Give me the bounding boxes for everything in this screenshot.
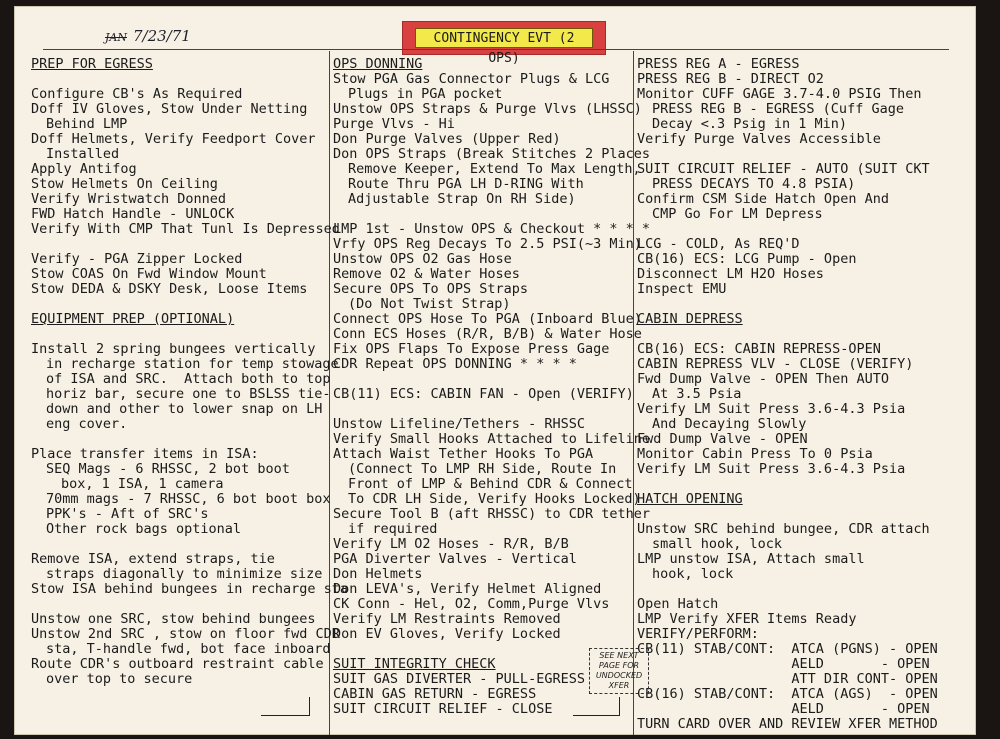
- checklist-line: (Do Not Twist Strap): [348, 296, 511, 312]
- checklist-line: Disconnect LM H2O Hoses: [637, 266, 824, 282]
- section-heading: CABIN DEPRESS: [637, 311, 743, 327]
- section-heading: OPS DONNING: [333, 56, 423, 72]
- section-heading: PREP FOR EGRESS: [31, 56, 153, 72]
- checklist-line: Front of LMP & Behind CDR & Connect: [348, 476, 633, 492]
- checklist-line: straps diagonally to minimize size: [46, 566, 323, 582]
- spacer: [31, 432, 348, 447]
- checklist-line: Monitor CUFF GAGE 3.7-4.0 PSIG Then: [637, 86, 922, 102]
- checklist-line: Installed: [46, 146, 120, 162]
- checklist-line: CB(16) ECS: CABIN REPRESS-OPEN: [637, 341, 881, 357]
- spacer: [31, 327, 348, 342]
- spacer: [637, 147, 938, 162]
- checklist-line: Secure OPS To OPS Straps: [333, 281, 529, 297]
- checklist-line: Verify Small Hooks Attached to Lifeline: [333, 431, 650, 447]
- checklist-line: CABIN REPRESS VLV - CLOSE (VERIFY): [637, 356, 914, 372]
- checklist-line: SUIT CIRCUIT RELIEF - CLOSE: [333, 701, 553, 717]
- checklist-line: Route Thru PGA LH D-RING With: [348, 176, 584, 192]
- checklist-line: Verify - PGA Zipper Locked: [31, 251, 243, 267]
- checklist-line: Stow PGA Gas Connector Plugs & LCG: [333, 71, 610, 87]
- checklist-line: CABIN GAS RETURN - EGRESS: [333, 686, 537, 702]
- section-heading: SUIT INTEGRITY CHECK: [333, 656, 496, 672]
- spacer: [333, 402, 650, 417]
- checklist-line: Place transfer items in ISA:: [31, 446, 259, 462]
- checklist-line: (Connect To LMP RH Side, Route In: [348, 461, 617, 477]
- checklist-line: Verify Purge Valves Accessible: [637, 131, 881, 147]
- checklist-line: Attach Waist Tether Hooks To PGA: [333, 446, 594, 462]
- spacer: [31, 237, 348, 252]
- checklist-line: Behind LMP: [46, 116, 128, 132]
- column-press-reg: [637, 57, 938, 732]
- checklist-line: TURN CARD OVER AND REVIEW XFER METHOD: [637, 716, 938, 732]
- checklist-line: Doff Helmets, Verify Feedport Cover: [31, 131, 316, 147]
- checklist-line: Stow DEDA & DSKY Desk, Loose Items: [31, 281, 308, 297]
- checklist-line: Secure Tool B (aft RHSSC) to CDR tether: [333, 506, 650, 522]
- checklist-line: At 3.5 Psia: [652, 386, 742, 402]
- checklist-line: Plugs in PGA pocket: [348, 86, 503, 102]
- checklist-line: Monitor Cabin Press To 0 Psia: [637, 446, 873, 462]
- checklist-line: Unstow SRC behind bungee, CDR attach: [637, 521, 930, 537]
- checklist-line: Unstow 2nd SRC , stow on floor fwd CDR: [31, 626, 340, 642]
- checklist-line: Verify LM Suit Press 3.6-4.3 Psia: [637, 461, 906, 477]
- checklist-line: Install 2 spring bungees vertically: [31, 341, 316, 357]
- column-ops-donning: [333, 57, 650, 717]
- checklist-line: And Decaying Slowly: [652, 416, 807, 432]
- checklist-line: SEQ Mags - 6 RHSSC, 2 bot boot: [46, 461, 290, 477]
- spacer: [333, 372, 650, 387]
- checklist-line: 70mm mags - 7 RHSSC, 6 bot boot box: [46, 491, 331, 507]
- checklist-line: AELD - OPEN: [637, 656, 930, 672]
- continue-arrow-1: [261, 697, 310, 716]
- checklist-line: Verify Wristwatch Donned: [31, 191, 227, 207]
- checklist-line: Unstow Lifeline/Tethers - RHSSC: [333, 416, 585, 432]
- checklist-line: Stow Helmets On Ceiling: [31, 176, 218, 192]
- checklist-line: PRESS REG A - EGRESS: [637, 56, 800, 72]
- checklist-line: Remove ISA, extend straps, tie: [31, 551, 275, 567]
- checklist-line: Doff IV Gloves, Stow Under Netting: [31, 101, 308, 117]
- checklist-line: small hook, lock: [652, 536, 783, 552]
- spacer: [637, 222, 938, 237]
- checklist-line: eng cover.: [46, 416, 128, 432]
- checklist-line: Unstow one SRC, stow behind bungees: [31, 611, 316, 627]
- spacer: [637, 297, 938, 312]
- checklist-line: Don OPS Straps (Break Stitches 2 Places: [333, 146, 650, 162]
- checklist-line: Purge Vlvs - Hi: [333, 116, 455, 132]
- checklist-line: over top to secure: [46, 671, 193, 687]
- checklist-line: PRESS REG B - EGRESS (Cuff Gage: [652, 101, 904, 117]
- checklist-line: in recharge station for temp stowage: [46, 356, 339, 372]
- checklist-line: Don Helmets: [333, 566, 423, 582]
- checklist-line: if required: [348, 521, 438, 537]
- checklist-line: SUIT CIRCUIT RELIEF - AUTO (SUIT CKT: [637, 161, 930, 177]
- handwritten-strike: JAN: [105, 31, 127, 44]
- checklist-line: VERIFY/PERFORM:: [637, 626, 759, 642]
- spacer: [333, 207, 650, 222]
- checklist-line: LMP 1st - Unstow OPS & Checkout * * * *: [333, 221, 650, 237]
- checklist-line: Unstow OPS Straps & Purge Vlvs (LHSSC): [333, 101, 642, 117]
- checklist-line: Vrfy OPS Reg Decays To 2.5 PSI(~3 Min): [333, 236, 642, 252]
- checklist-line: Verify With CMP That Tunl Is Depressed: [31, 221, 340, 237]
- checklist-line: Stow ISA behind bungees in recharge sta: [31, 581, 348, 597]
- checklist-line: Confirm CSM Side Hatch Open And: [637, 191, 889, 207]
- column-prep-for-egress: [31, 57, 348, 687]
- checklist-line: Inspect EMU: [637, 281, 727, 297]
- spacer: [31, 537, 348, 552]
- checklist-line: Other rock bags optional: [46, 521, 242, 537]
- checklist-card: [14, 6, 976, 735]
- checklist-line: CB(16) ECS: LCG Pump - Open: [637, 251, 857, 267]
- checklist-line: FWD Hatch Handle - UNLOCK: [31, 206, 235, 222]
- checklist-line: AELD - OPEN: [637, 701, 930, 717]
- checklist-line: PRESS DECAYS TO 4.8 PSIA): [652, 176, 856, 192]
- checklist-line: Connect OPS Hose To PGA (Inboard Blue): [333, 311, 642, 327]
- checklist-line: LMP Verify XFER Items Ready: [637, 611, 857, 627]
- checklist-line: Fwd Dump Valve - OPEN: [637, 431, 808, 447]
- checklist-line: Unstow OPS O2 Gas Hose: [333, 251, 512, 267]
- checklist-line: Adjustable Strap On RH Side): [348, 191, 576, 207]
- checklist-line: CB(11) STAB/CONT: ATCA (PGNS) - OPEN: [637, 641, 938, 657]
- spacer: [637, 327, 938, 342]
- spacer: [31, 597, 348, 612]
- section-heading: HATCH OPENING: [637, 491, 743, 507]
- checklist-line: SUIT GAS DIVERTER - PULL-EGRESS: [333, 671, 585, 687]
- checklist-line: Verify LM O2 Hoses - R/R, B/B: [333, 536, 569, 552]
- checklist-line: Verify LM Suit Press 3.6-4.3 Psia: [637, 401, 906, 417]
- checklist-line: Don EV Gloves, Verify Locked: [333, 626, 561, 642]
- spacer: [637, 477, 938, 492]
- checklist-line: Route CDR's outboard restraint cable: [31, 656, 324, 672]
- checklist-line: down and other to lower snap on LH: [46, 401, 323, 417]
- checklist-line: Remove Keeper, Extend To Max Length,: [348, 161, 641, 177]
- checklist-line: PRESS REG B - DIRECT O2: [637, 71, 824, 87]
- spacer: [31, 72, 348, 87]
- checklist-line: CB(11) ECS: CABIN FAN - Open (VERIFY): [333, 386, 634, 402]
- checklist-line: PPK's - Aft of SRC's: [46, 506, 209, 522]
- margin-note: SEE NEXT PAGE FOR UNDOCKED XFER: [589, 648, 649, 694]
- spacer: [637, 507, 938, 522]
- section-heading: EQUIPMENT PREP (OPTIONAL): [31, 311, 235, 327]
- checklist-line: CB(16) STAB/CONT: ATCA (AGS) - OPEN: [637, 686, 938, 702]
- checklist-line: PGA Diverter Valves - Vertical: [333, 551, 577, 567]
- checklist-line: box, 1 ISA, 1 camera: [61, 476, 224, 492]
- checklist-line: CMP Go For LM Depress: [652, 206, 823, 222]
- spacer: [637, 582, 938, 597]
- checklist-line: ATT DIR CONT- OPEN: [637, 671, 938, 687]
- checklist-line: Remove O2 & Water Hoses: [333, 266, 520, 282]
- top-rule: [43, 49, 949, 50]
- checklist-line: Configure CB's As Required: [31, 86, 243, 102]
- handwritten-date: JAN 7/23/71: [105, 27, 191, 45]
- checklist-line: hook, lock: [652, 566, 734, 582]
- checklist-line: Open Hatch: [637, 596, 719, 612]
- checklist-line: Verify LM Restraints Removed: [333, 611, 561, 627]
- checklist-line: Stow COAS On Fwd Window Mount: [31, 266, 267, 282]
- page-title: CONTINGENCY EVT (2 OPS): [415, 28, 593, 48]
- checklist-line: CK Conn - Hel, O2, Comm,Purge Vlvs: [333, 596, 610, 612]
- checklist-line: Fix OPS Flaps To Expose Press Gage: [333, 341, 610, 357]
- checklist-line: LCG - COLD, As REQ'D: [637, 236, 800, 252]
- checklist-line: Don LEVA's, Verify Helmet Aligned: [333, 581, 602, 597]
- checklist-line: horiz bar, secure one to BSLSS tie-: [46, 386, 331, 402]
- checklist-line: Apply Antifog: [31, 161, 137, 177]
- checklist-line: Fwd Dump Valve - OPEN Then AUTO: [637, 371, 889, 387]
- checklist-line: of ISA and SRC. Attach both to top: [46, 371, 331, 387]
- checklist-line: To CDR LH Side, Verify Hooks Locked): [348, 491, 641, 507]
- checklist-line: Decay <.3 Psig in 1 Min): [652, 116, 848, 132]
- checklist-line: sta, T-handle fwd, bot face inboard: [46, 641, 331, 657]
- continue-arrow-2: [573, 697, 620, 716]
- spacer: [31, 297, 348, 312]
- checklist-line: Conn ECS Hoses (R/R, B/B) & Water Hose: [333, 326, 642, 342]
- checklist-line: Don Purge Valves (Upper Red): [333, 131, 561, 147]
- checklist-line: CDR Repeat OPS DONNING * * * *: [333, 356, 577, 372]
- checklist-line: LMP unstow ISA, Attach small: [637, 551, 865, 567]
